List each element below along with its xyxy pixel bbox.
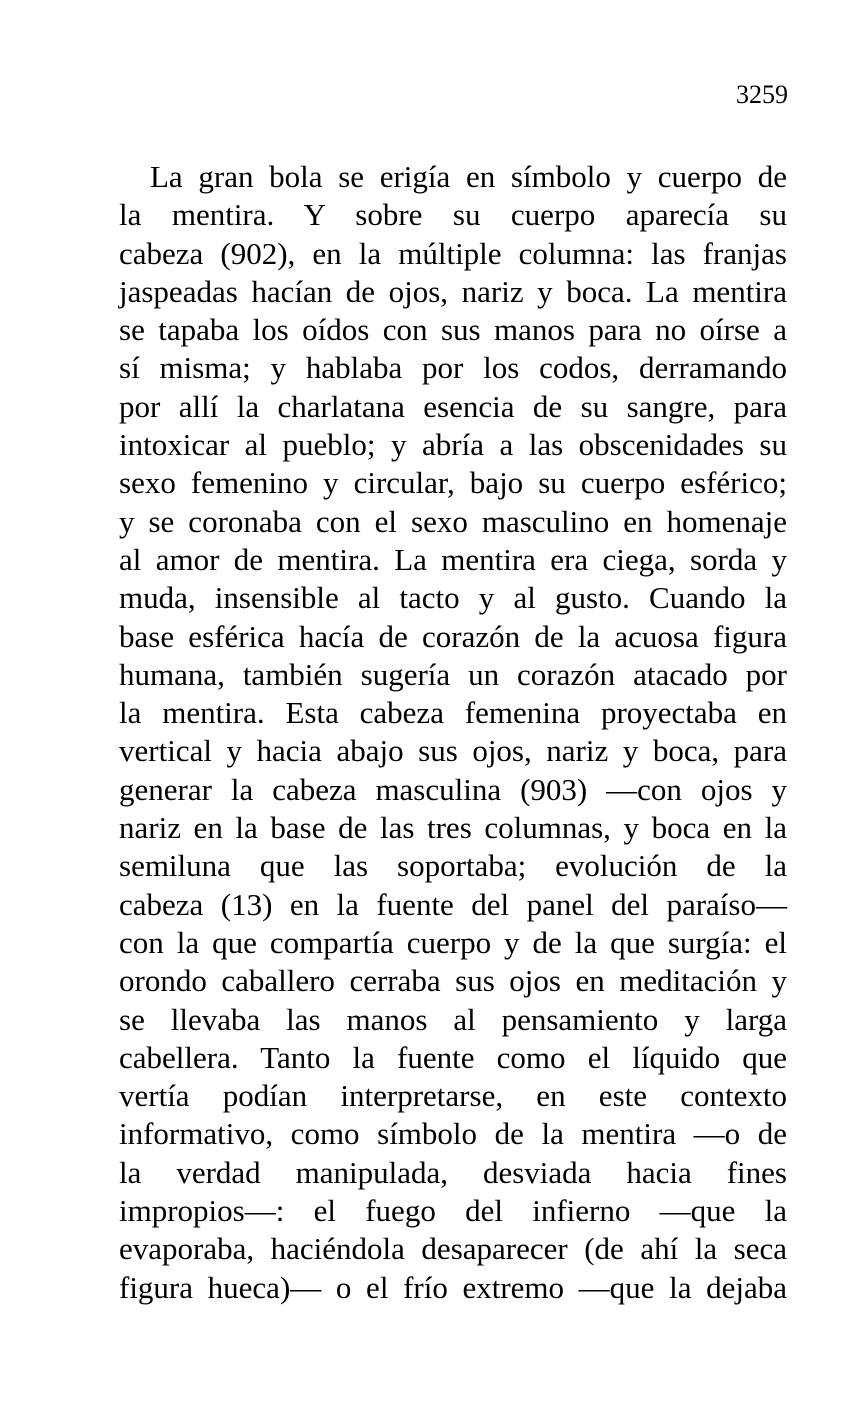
text-line: orondo caballero cerraba sus ojos en meditación y — [119, 963, 787, 999]
text-line: cabeza (13) en la fuente del panel del paraíso— — [119, 886, 787, 922]
text-line: base esférica hacía de corazón de la acuosa figura — [119, 618, 787, 654]
text-line: sí misma; y hablaba por los codos, derramando — [119, 350, 787, 386]
text-line: cabellera. Tanto la fuente como el líquido que — [119, 1039, 787, 1075]
text-line: impropios—: el fuego del infierno —que la — [119, 1193, 787, 1229]
text-line: se tapaba los oídos con sus manos para no oírse a — [119, 312, 787, 348]
text-line: sexo femenino y circular, bajo su cuerpo esférico; — [119, 465, 787, 501]
text-line: se llevaba las manos al pensamiento y larga — [119, 1001, 787, 1037]
text-line: la mentira. Y sobre su cuerpo aparecía su — [119, 197, 787, 233]
text-line: muda, insensible al tacto y al gusto. Cuando la — [119, 580, 787, 616]
text-line: figura hueca)— o el frío extremo —que la dejaba — [119, 1269, 787, 1305]
text-line: la mentira. Esta cabeza femenina proyectaba en — [119, 695, 787, 731]
text-line: con la que compartía cuerpo y de la que surgía: el — [119, 924, 787, 960]
body-paragraph — [119, 158, 787, 1307]
page-number: 3259 — [736, 80, 788, 109]
text-line: informativo, como símbolo de la mentira —o de — [119, 1116, 787, 1152]
text-line: vertical y hacia abajo sus ojos, nariz y boca, para — [119, 733, 787, 769]
text-line: La gran bola se erigía en símbolo y cuerpo de — [150, 159, 787, 194]
text-line: nariz en la base de las tres columnas, y boca en la — [119, 810, 787, 846]
text-line: evaporaba, haciéndola desaparecer (de ahí la seca — [119, 1231, 787, 1267]
text-line: intoxicar al pueblo; y abría a las obscenidades su — [119, 427, 787, 463]
text-line: humana, también sugería un corazón atacado por — [119, 656, 787, 692]
text-line: cabeza (902), en la múltiple columna: las franjas — [119, 235, 787, 271]
text-line: por allí la charlatana esencia de su sangre, para — [119, 388, 787, 424]
text-line: vertía podían interpretarse, en este contexto — [119, 1078, 787, 1114]
text-line: semiluna que las soportaba; evolución de la — [119, 848, 787, 884]
text-line: al amor de mentira. La mentira era ciega, sorda y — [119, 541, 787, 577]
text-line: jaspeadas hacían de ojos, nariz y boca. La mentira — [119, 273, 787, 309]
text-line: y se coronaba con el sexo masculino en homenaje — [119, 503, 787, 539]
text-line: la verdad manipulada, desviada hacia fines — [119, 1154, 787, 1190]
text-line: generar la cabeza masculina (903) —con ojos y — [119, 771, 787, 807]
